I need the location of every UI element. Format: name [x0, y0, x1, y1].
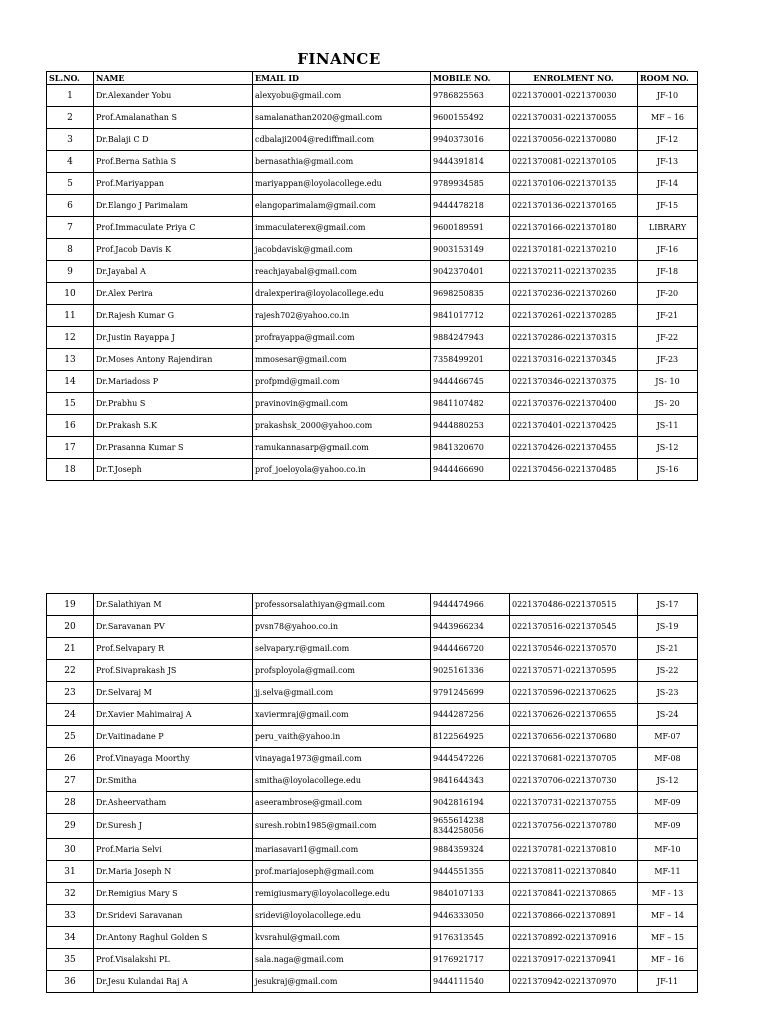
- row-enrolment: 0221370001-0221370030: [510, 85, 638, 107]
- row-enrolment: 0221370211-0221370235: [510, 261, 638, 283]
- row-name: Dr.Justin Rayappa J: [94, 327, 253, 349]
- row-room: JS- 20: [638, 393, 698, 415]
- row-sl-no: 6: [47, 195, 94, 217]
- row-email: mariasavari1@gmail.com: [253, 839, 431, 861]
- row-mobile: 9444551355: [431, 861, 510, 883]
- row-mobile: 9841644343: [431, 770, 510, 792]
- row-email: pravinovin@gmail.com: [253, 393, 431, 415]
- row-name: Dr.Selvaraj M: [94, 682, 253, 704]
- row-room: JS-17: [638, 594, 698, 616]
- table-row: [47, 415, 698, 437]
- row-email: rajesh702@yahoo.co.in: [253, 305, 431, 327]
- row-room: JF-18: [638, 261, 698, 283]
- row-enrolment: 0221370626-0221370655: [510, 704, 638, 726]
- row-enrolment: 0221370106-0221370135: [510, 173, 638, 195]
- row-room: JS-21: [638, 638, 698, 660]
- row-email: mariyappan@loyolacollege.edu: [253, 173, 431, 195]
- row-room: MF-09: [638, 792, 698, 814]
- table-row: [47, 949, 698, 971]
- row-email: xaviermraj@gmail.com: [253, 704, 431, 726]
- row-enrolment: 0221370286-0221370315: [510, 327, 638, 349]
- table-row: [47, 660, 698, 682]
- table-row: [47, 704, 698, 726]
- row-mobile: 8122564925: [431, 726, 510, 748]
- row-sl-no: 29: [47, 814, 94, 839]
- row-mobile: 9884247943: [431, 327, 510, 349]
- row-mobile: 9444547226: [431, 748, 510, 770]
- table-row: [47, 261, 698, 283]
- row-room: MF-10: [638, 839, 698, 861]
- row-enrolment: 0221370236-0221370260: [510, 283, 638, 305]
- row-room: JF-11: [638, 971, 698, 993]
- row-name: Prof.Visalakshi PL: [94, 949, 253, 971]
- row-sl-no: 18: [47, 459, 94, 481]
- row-enrolment: 0221370656-0221370680: [510, 726, 638, 748]
- row-room: JF-13: [638, 151, 698, 173]
- row-email: cdbalaji2004@rediffmail.com: [253, 129, 431, 151]
- header-email: EMAIL ID: [253, 72, 431, 85]
- table-row: [47, 349, 698, 371]
- row-email: pvsn78@yahoo.co.in: [253, 616, 431, 638]
- row-mobile: 9791245699: [431, 682, 510, 704]
- row-name: Prof.Amalanathan S: [94, 107, 253, 129]
- row-sl-no: 35: [47, 949, 94, 971]
- row-enrolment: 0221370841-0221370865: [510, 883, 638, 905]
- row-mobile: 9789934585: [431, 173, 510, 195]
- row-enrolment: 0221370811-0221370840: [510, 861, 638, 883]
- row-enrolment: 0221370571-0221370595: [510, 660, 638, 682]
- row-room: JS-22: [638, 660, 698, 682]
- row-sl-no: 14: [47, 371, 94, 393]
- row-enrolment: 0221370346-0221370375: [510, 371, 638, 393]
- row-enrolment: 0221370081-0221370105: [510, 151, 638, 173]
- row-mobile: 9003153149: [431, 239, 510, 261]
- row-sl-no: 23: [47, 682, 94, 704]
- row-mobile: 9786825563: [431, 85, 510, 107]
- faculty-table-part-2: [46, 593, 698, 993]
- row-sl-no: 7: [47, 217, 94, 239]
- row-email: jacobdavisk@gmail.com: [253, 239, 431, 261]
- row-enrolment: 0221370166-0221370180: [510, 217, 638, 239]
- row-email: aseerambrose@gmail.com: [253, 792, 431, 814]
- row-email: prakashsk_2000@yahoo.com: [253, 415, 431, 437]
- row-mobile: [431, 814, 510, 839]
- row-enrolment: 0221370181-0221370210: [510, 239, 638, 261]
- row-name: Dr.Prabhu S: [94, 393, 253, 415]
- row-name: Dr.Jayabal A: [94, 261, 253, 283]
- row-email: jj.selva@gmail.com: [253, 682, 431, 704]
- table-row: [47, 905, 698, 927]
- row-room: JF-16: [638, 239, 698, 261]
- table-row: [47, 371, 698, 393]
- row-mobile: 9600155492: [431, 107, 510, 129]
- row-mobile: 9940373016: [431, 129, 510, 151]
- table-row: [47, 770, 698, 792]
- row-enrolment: 0221370376-0221370400: [510, 393, 638, 415]
- row-room: JF-21: [638, 305, 698, 327]
- row-name: Prof.Berna Sathia S: [94, 151, 253, 173]
- row-name: Dr.Sridevi Saravanan: [94, 905, 253, 927]
- row-email: ramukannasarp@gmail.com: [253, 437, 431, 459]
- row-mobile: 9444391814: [431, 151, 510, 173]
- row-room: JF-14: [638, 173, 698, 195]
- row-enrolment: 0221370316-0221370345: [510, 349, 638, 371]
- row-name: Dr.Xavier Mahimairaj A: [94, 704, 253, 726]
- row-name: Dr.Maria Joseph N: [94, 861, 253, 883]
- row-room: MF – 16: [638, 107, 698, 129]
- row-name: Dr.Mariadoss P: [94, 371, 253, 393]
- row-enrolment: 0221370756-0221370780: [510, 814, 638, 839]
- row-enrolment: 0221370546-0221370570: [510, 638, 638, 660]
- row-sl-no: 19: [47, 594, 94, 616]
- row-email: profpmd@gmail.com: [253, 371, 431, 393]
- row-mobile: 9444880253: [431, 415, 510, 437]
- header-room: ROOM NO.: [638, 72, 698, 85]
- header-mobile: MOBILE NO.: [431, 72, 510, 85]
- table-row: [47, 437, 698, 459]
- row-sl-no: 30: [47, 839, 94, 861]
- row-mobile: 9176921717: [431, 949, 510, 971]
- row-sl-no: 31: [47, 861, 94, 883]
- row-email: kvsrahul@gmail.com: [253, 927, 431, 949]
- row-email: remigiusmary@loyolacollege.edu: [253, 883, 431, 905]
- row-mobile: 9444474966: [431, 594, 510, 616]
- row-name: Dr.Saravanan PV: [94, 616, 253, 638]
- row-mobile: 9840107133: [431, 883, 510, 905]
- row-room: JS-12: [638, 770, 698, 792]
- row-sl-no: 24: [47, 704, 94, 726]
- row-email: alexyobu@gmail.com: [253, 85, 431, 107]
- row-enrolment: 0221370456-0221370485: [510, 459, 638, 481]
- table-row: [47, 638, 698, 660]
- row-name: Dr.Asheervatham: [94, 792, 253, 814]
- table-row: [47, 151, 698, 173]
- row-mobile: 9444111540: [431, 971, 510, 993]
- row-email: suresh.robin1985@gmail.com: [253, 814, 431, 839]
- row-room: JS-23: [638, 682, 698, 704]
- row-mobile: 9446333050: [431, 905, 510, 927]
- row-mobile: 9884359324: [431, 839, 510, 861]
- row-name: Dr.Prasanna Kumar S: [94, 437, 253, 459]
- row-name: Dr.Moses Antony Rajendiran: [94, 349, 253, 371]
- row-mobile: 9841017712: [431, 305, 510, 327]
- table-row: [47, 283, 698, 305]
- row-enrolment: 0221370401-0221370425: [510, 415, 638, 437]
- row-room: MF-11: [638, 861, 698, 883]
- table-row: [47, 748, 698, 770]
- row-name: Dr.Vaitinadane P: [94, 726, 253, 748]
- row-sl-no: 27: [47, 770, 94, 792]
- row-sl-no: 8: [47, 239, 94, 261]
- table-row: [47, 594, 698, 616]
- row-room: JF-23: [638, 349, 698, 371]
- row-email: elangoparimalam@gmail.com: [253, 195, 431, 217]
- row-email: jesukraj@gmail.com: [253, 971, 431, 993]
- row-enrolment: 0221370942-0221370970: [510, 971, 638, 993]
- row-email: immaculaterex@gmail.com: [253, 217, 431, 239]
- row-enrolment: 0221370031-0221370055: [510, 107, 638, 129]
- row-name: Dr.Jesu Kulandai Raj A: [94, 971, 253, 993]
- table-row: [47, 85, 698, 107]
- row-room: JS-11: [638, 415, 698, 437]
- row-room: JF-20: [638, 283, 698, 305]
- row-enrolment: 0221370892-0221370916: [510, 927, 638, 949]
- row-sl-no: 26: [47, 748, 94, 770]
- table-row: [47, 792, 698, 814]
- row-name: Dr.Elango J Parimalam: [94, 195, 253, 217]
- table-row: [47, 459, 698, 481]
- row-email: sala.naga@gmail.com: [253, 949, 431, 971]
- row-enrolment: 0221370681-0221370705: [510, 748, 638, 770]
- row-email: sridevi@loyolacollege.edu: [253, 905, 431, 927]
- row-room: JS-19: [638, 616, 698, 638]
- row-sl-no: 11: [47, 305, 94, 327]
- row-mobile: 9600189591: [431, 217, 510, 239]
- row-name: Prof.Selvapary R: [94, 638, 253, 660]
- table-row: [47, 217, 698, 239]
- row-email: smitha@loyolacollege.edu: [253, 770, 431, 792]
- row-email: prof.mariajoseph@gmail.com: [253, 861, 431, 883]
- row-name: Prof.Mariyappan: [94, 173, 253, 195]
- table-row: [47, 239, 698, 261]
- table-row: [47, 616, 698, 638]
- row-name: Dr.Suresh J: [94, 814, 253, 839]
- row-sl-no: 12: [47, 327, 94, 349]
- header-row: [47, 72, 698, 85]
- row-email: mmosesar@gmail.com: [253, 349, 431, 371]
- row-sl-no: 5: [47, 173, 94, 195]
- page-title: FINANCE: [297, 50, 381, 68]
- table-row: [47, 173, 698, 195]
- row-name: Dr.Balaji C D: [94, 129, 253, 151]
- row-sl-no: 9: [47, 261, 94, 283]
- table-row: [47, 971, 698, 993]
- table-row: [47, 861, 698, 883]
- row-room: JS- 10: [638, 371, 698, 393]
- row-sl-no: 10: [47, 283, 94, 305]
- row-mobile: 9444466745: [431, 371, 510, 393]
- row-mobile: 9841320670: [431, 437, 510, 459]
- row-email: vinayaga1973@gmail.com: [253, 748, 431, 770]
- row-room: MF – 16: [638, 949, 698, 971]
- row-mobile: 9444478218: [431, 195, 510, 217]
- row-mobile: 7358499201: [431, 349, 510, 371]
- row-room: JS-12: [638, 437, 698, 459]
- row-room: MF-09: [638, 814, 698, 839]
- row-sl-no: 2: [47, 107, 94, 129]
- row-sl-no: 15: [47, 393, 94, 415]
- row-enrolment: 0221370056-0221370080: [510, 129, 638, 151]
- row-sl-no: 1: [47, 85, 94, 107]
- row-email: reachjayabal@gmail.com: [253, 261, 431, 283]
- row-mobile-secondary: 8344258056: [433, 826, 484, 835]
- row-enrolment: 0221370866-0221370891: [510, 905, 638, 927]
- row-sl-no: 33: [47, 905, 94, 927]
- row-name: Dr.Alexander Yobu: [94, 85, 253, 107]
- row-room: JS-16: [638, 459, 698, 481]
- row-room: JF-22: [638, 327, 698, 349]
- row-email: peru_vaith@yahoo.in: [253, 726, 431, 748]
- row-sl-no: 16: [47, 415, 94, 437]
- row-enrolment: 0221370426-0221370455: [510, 437, 638, 459]
- row-room: MF – 15: [638, 927, 698, 949]
- row-enrolment: 0221370917-0221370941: [510, 949, 638, 971]
- table-row: [47, 195, 698, 217]
- row-name: Dr.Smitha: [94, 770, 253, 792]
- row-name: Prof.Immaculate Priya C: [94, 217, 253, 239]
- row-name: Prof.Maria Selvi: [94, 839, 253, 861]
- row-name: Dr.Salathiyan M: [94, 594, 253, 616]
- row-name: Dr.Remigius Mary S: [94, 883, 253, 905]
- row-email: selvapary.r@gmail.com: [253, 638, 431, 660]
- header-sl-no: SL.NO.: [47, 72, 94, 85]
- table-row: [47, 129, 698, 151]
- row-enrolment: 0221370136-0221370165: [510, 195, 638, 217]
- row-name: Dr.T.Joseph: [94, 459, 253, 481]
- row-mobile: 9444466720: [431, 638, 510, 660]
- row-mobile: 9042370401: [431, 261, 510, 283]
- table-row: [47, 327, 698, 349]
- row-name: Dr.Rajesh Kumar G: [94, 305, 253, 327]
- row-mobile: 9698250835: [431, 283, 510, 305]
- table-row: [47, 927, 698, 949]
- row-sl-no: 22: [47, 660, 94, 682]
- row-room: MF - 13: [638, 883, 698, 905]
- table-row: [47, 682, 698, 704]
- row-name: Prof.Vinayaga Moorthy: [94, 748, 253, 770]
- row-room: JS-24: [638, 704, 698, 726]
- row-email: bernasathia@gmail.com: [253, 151, 431, 173]
- row-room: MF-08: [638, 748, 698, 770]
- header-enrolment: ENROLMENT NO.: [510, 72, 638, 85]
- row-room: JF-12: [638, 129, 698, 151]
- row-sl-no: 21: [47, 638, 94, 660]
- row-mobile: 9042816194: [431, 792, 510, 814]
- row-enrolment: 0221370516-0221370545: [510, 616, 638, 638]
- row-sl-no: 32: [47, 883, 94, 905]
- row-enrolment: 0221370731-0221370755: [510, 792, 638, 814]
- row-sl-no: 17: [47, 437, 94, 459]
- row-sl-no: 34: [47, 927, 94, 949]
- row-sl-no: 36: [47, 971, 94, 993]
- row-sl-no: 25: [47, 726, 94, 748]
- row-enrolment: 0221370261-0221370285: [510, 305, 638, 327]
- row-email: profsployola@gmail.com: [253, 660, 431, 682]
- row-email: professorsalathiyan@gmail.com: [253, 594, 431, 616]
- row-sl-no: 13: [47, 349, 94, 371]
- row-room: JF-15: [638, 195, 698, 217]
- row-mobile-primary: 9655614238: [433, 816, 484, 825]
- row-sl-no: 3: [47, 129, 94, 151]
- row-name: Dr.Prakash S.K: [94, 415, 253, 437]
- row-mobile: 9443966234: [431, 616, 510, 638]
- row-room: LIBRARY: [638, 217, 698, 239]
- row-mobile: 9444287256: [431, 704, 510, 726]
- row-email: samalanathan2020@gmail.com: [253, 107, 431, 129]
- row-sl-no: 20: [47, 616, 94, 638]
- row-enrolment: 0221370706-0221370730: [510, 770, 638, 792]
- table-row: [47, 305, 698, 327]
- row-room: MF-07: [638, 726, 698, 748]
- row-email: profrayappa@gmail.com: [253, 327, 431, 349]
- row-room: MF – 14: [638, 905, 698, 927]
- row-enrolment: 0221370781-0221370810: [510, 839, 638, 861]
- row-name: Prof.Sivaprakash JS: [94, 660, 253, 682]
- table-row: [47, 839, 698, 861]
- faculty-table-part-1: [46, 71, 698, 481]
- row-mobile: 9444466690: [431, 459, 510, 481]
- table-row: [47, 883, 698, 905]
- row-room: JF-10: [638, 85, 698, 107]
- table-row: [47, 726, 698, 748]
- row-mobile: 9025161336: [431, 660, 510, 682]
- table-row: [47, 393, 698, 415]
- row-mobile: 9176313545: [431, 927, 510, 949]
- row-name: Dr.Antony Raghul Golden S: [94, 927, 253, 949]
- row-name: Prof.Jacob Davis K: [94, 239, 253, 261]
- row-sl-no: 4: [47, 151, 94, 173]
- row-sl-no: 28: [47, 792, 94, 814]
- header-name: NAME: [94, 72, 253, 85]
- row-enrolment: 0221370596-0221370625: [510, 682, 638, 704]
- row-mobile: 9841107482: [431, 393, 510, 415]
- row-email: prof_joeloyola@yahoo.co.in: [253, 459, 431, 481]
- row-name: Dr.Alex Perira: [94, 283, 253, 305]
- row-enrolment: 0221370486-0221370515: [510, 594, 638, 616]
- table-row: [47, 814, 698, 839]
- row-email: dralexperira@loyolacollege.edu: [253, 283, 431, 305]
- table-row: [47, 107, 698, 129]
